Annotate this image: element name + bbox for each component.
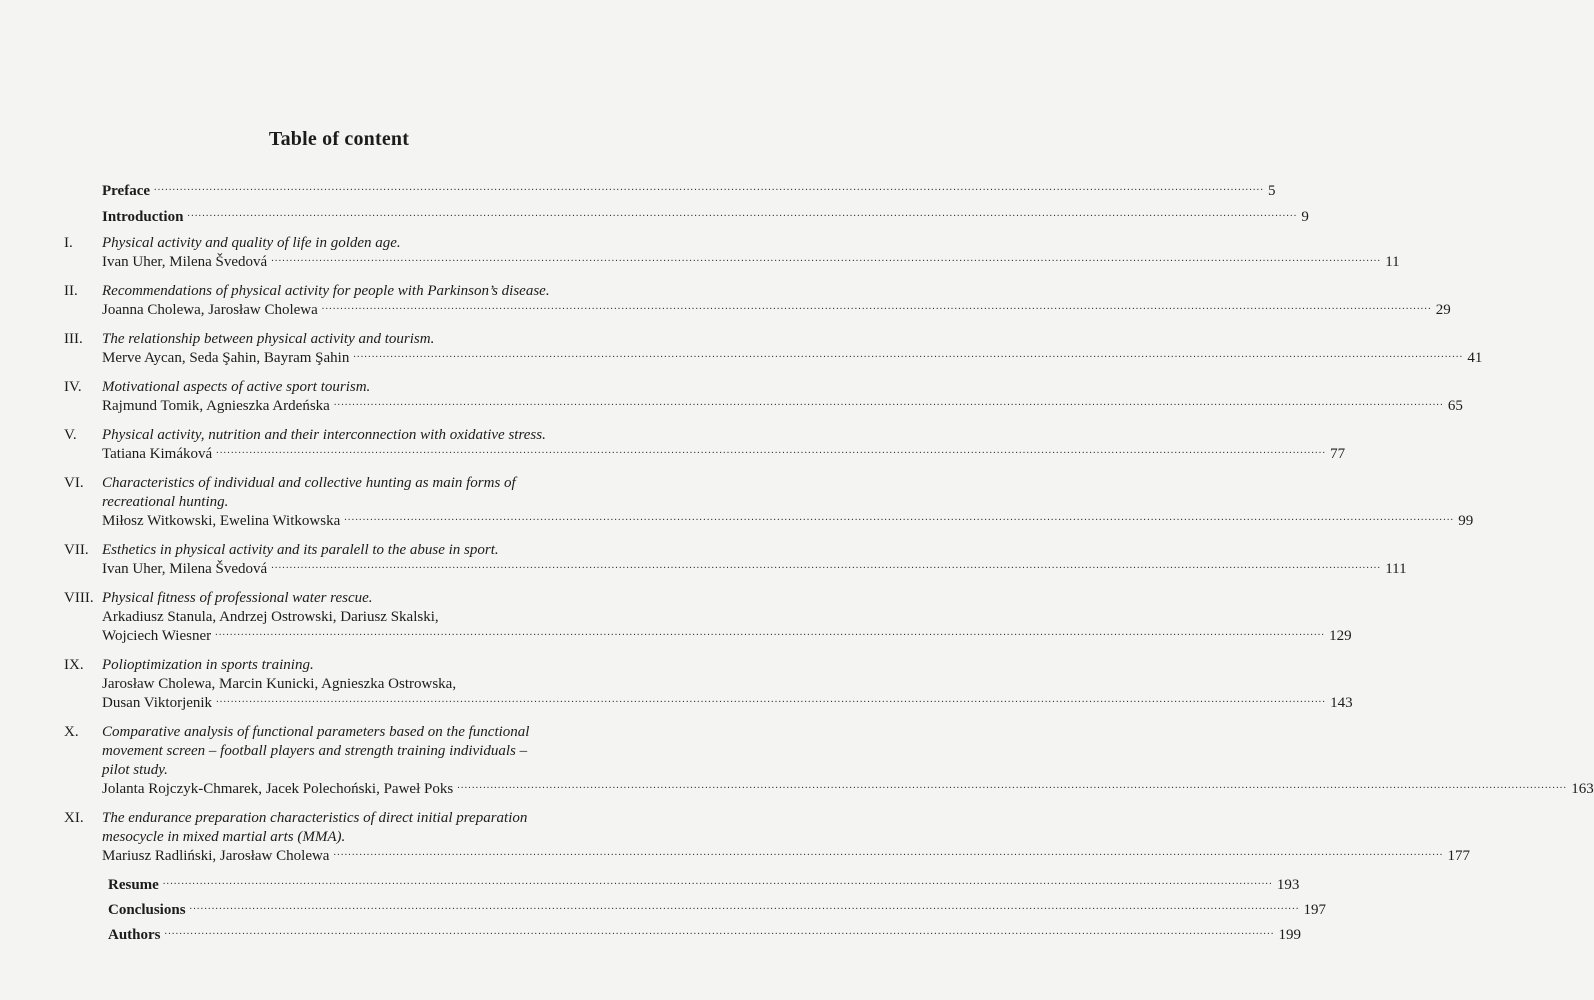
page-number: 65 [1447, 398, 1463, 414]
chapter-authors: Dusan Viktorjenik [102, 695, 213, 711]
chapter-title-line: Comparative analysis of functional parameters based on the functional [102, 724, 530, 740]
chapter-number: VII. [64, 542, 89, 558]
page-number: 77 [1330, 446, 1346, 462]
chapter-entry [64, 541, 1407, 579]
page-number: 11 [1385, 254, 1400, 270]
chapter-title-line: The endurance preparation characteristics of direct initial preparation [102, 810, 528, 826]
dot-leader: ............................................................................................................................................................................................................................................................................................................ [162, 876, 1273, 887]
dot-leader: ............................................................................................................................................................................................................................................................................................................ [215, 627, 1326, 638]
chapter-number: VI. [64, 475, 84, 491]
chapter-body [102, 589, 1352, 646]
dot-leader: ............................................................................................................................................................................................................................................................................................................ [271, 253, 1382, 264]
back-matter-entry [64, 876, 1300, 895]
dot-leader: ............................................................................................................................................................................................................................................................................................................ [333, 847, 1444, 858]
chapter-entry [64, 234, 1400, 272]
dot-leader: ............................................................................................................................................................................................................................................................................................................ [333, 397, 1444, 408]
chapter-authors: Joanna Cholewa, Jarosław Cholewa [102, 302, 318, 318]
chapter-body [102, 234, 1400, 272]
chapter-entry [64, 723, 1594, 799]
chapter-authors: Ivan Uher, Milena Švedová [102, 561, 268, 577]
front-matter-entry [64, 208, 1309, 227]
chapter-body [102, 282, 1451, 320]
chapter-number: V. [64, 427, 77, 443]
chapter-authors: Arkadiusz Stanula, Andrzej Ostrowski, Dariusz Skalski, [102, 609, 439, 625]
chapter-number: I. [64, 235, 73, 251]
dot-leader: ............................................................................................................................................................................................................................................................................................................ [154, 182, 1265, 193]
chapter-authors: Mariusz Radliński, Jarosław Cholewa [102, 848, 330, 864]
page-number: 143 [1330, 695, 1353, 711]
back-matter-label: Conclusions [108, 902, 186, 918]
chapter-title-line: Physical activity, nutrition and their interconnection with oxidative stress. [102, 427, 546, 443]
chapter-title-line: Motivational aspects of active sport tourism. [102, 379, 371, 395]
chapter-authors: Ivan Uher, Milena Švedová [102, 254, 268, 270]
page-number: 5 [1268, 183, 1276, 199]
page-number: 163 [1571, 781, 1594, 797]
page-number: 197 [1303, 902, 1327, 918]
dot-leader: ............................................................................................................................................................................................................................................................................................................ [457, 780, 1568, 791]
chapter-body [102, 541, 1407, 579]
dot-leader: ............................................................................................................................................................................................................................................................................................................ [216, 445, 1327, 456]
dot-leader: ............................................................................................................................................................................................................................................................................................................ [216, 694, 1327, 705]
chapter-title-line: Esthetics in physical activity and its paralell to the abuse in sport. [102, 542, 499, 558]
page-number: 9 [1301, 209, 1309, 225]
chapter-entry [64, 282, 1451, 320]
page-number: 177 [1447, 848, 1470, 864]
dot-leader: ............................................................................................................................................................................................................................................................................................................ [164, 926, 1275, 937]
chapter-authors: Jolanta Rojczyk-Chmarek, Jacek Polechoński, Paweł Poks [102, 781, 454, 797]
chapter-title-line: Physical activity and quality of life in golden age. [102, 235, 401, 251]
chapter-entry [64, 589, 1352, 646]
page-number: 199 [1278, 927, 1302, 943]
chapter-body [102, 330, 1482, 368]
dot-leader: ............................................................................................................................................................................................................................................................................................................ [321, 301, 1432, 312]
page-number: 29 [1435, 302, 1451, 318]
chapter-entry [64, 809, 1470, 866]
chapter-entry [64, 426, 1346, 464]
chapter-authors: Wojciech Wiesner [102, 628, 212, 644]
front-matter-entry [64, 182, 1276, 201]
page-number: 41 [1467, 350, 1483, 366]
dot-leader: ............................................................................................................................................................................................................................................................................................................ [189, 901, 1300, 912]
chapter-title-line: recreational hunting. [102, 494, 229, 510]
dot-leader: ............................................................................................................................................................................................................................................................................................................ [271, 560, 1382, 571]
chapter-body [102, 426, 1345, 464]
chapter-title-line: pilot study. [102, 762, 168, 778]
chapter-authors-row [102, 847, 1470, 866]
chapter-body [102, 809, 1470, 866]
chapter-authors-row [102, 560, 1407, 579]
chapter-authors-row [102, 627, 1352, 646]
chapter-entry [64, 474, 1474, 531]
chapter-entry [64, 656, 1353, 713]
chapter-title-line: movement screen – football players and strength training individuals – [102, 743, 528, 759]
page-number: 193 [1276, 877, 1300, 893]
chapter-number: II. [64, 283, 78, 299]
chapter-authors-row [102, 349, 1482, 368]
back-matter-entry [64, 901, 1327, 920]
chapter-title-line: mesocycle in mixed martial arts (MMA). [102, 829, 346, 845]
chapter-title-line: The relationship between physical activity and tourism. [102, 331, 435, 347]
chapter-title-line: Recommendations of physical activity for people with Parkinson’s disease. [102, 283, 550, 299]
front-matter-label: Preface [102, 183, 151, 199]
page-number: 111 [1385, 561, 1407, 577]
chapter-title-line: Characteristics of individual and collective hunting as main forms of [102, 475, 516, 491]
page-number: 99 [1458, 513, 1474, 529]
chapter-title-line: Polioptimization in sports training. [102, 657, 314, 673]
chapter-number: IX. [64, 657, 84, 673]
chapter-authors: Rajmund Tomik, Agnieszka Ardeńska [102, 398, 330, 414]
chapter-authors: Merve Aycan, Seda Şahin, Bayram Şahin [102, 350, 350, 366]
chapter-body [102, 474, 1473, 531]
chapter-authors-row [102, 301, 1451, 320]
dot-leader: ............................................................................................................................................................................................................................................................................................................ [344, 512, 1455, 523]
front-matter-label: Introduction [102, 209, 184, 225]
page-title: Table of content [268, 128, 410, 150]
dot-leader: ............................................................................................................................................................................................................................................................................................................ [353, 349, 1464, 360]
chapter-authors-row [102, 397, 1463, 416]
chapter-body [102, 723, 1594, 799]
chapter-authors: Tatiana Kimáková [102, 446, 213, 462]
chapter-authors-row [102, 253, 1400, 272]
page-number: 129 [1329, 628, 1352, 644]
back-matter-label: Resume [108, 877, 159, 893]
dot-leader: ............................................................................................................................................................................................................................................................................................................ [187, 208, 1298, 219]
chapter-entry [64, 330, 1483, 368]
chapter-number: VIII. [64, 590, 94, 606]
chapter-authors-row [102, 780, 1594, 799]
chapter-number: X. [64, 724, 79, 740]
chapter-authors-row [102, 512, 1473, 531]
chapter-body [102, 656, 1353, 713]
chapter-authors: Jarosław Cholewa, Marcin Kunicki, Agnieszka Ostrowska, [102, 676, 457, 692]
table-of-contents [64, 182, 1594, 951]
chapter-authors-row [102, 445, 1345, 464]
chapter-body [102, 378, 1463, 416]
back-matter-label: Authors [108, 927, 161, 943]
chapter-number: III. [64, 331, 83, 347]
chapter-authors-row [102, 694, 1353, 713]
chapter-number: IV. [64, 379, 82, 395]
chapter-entry [64, 378, 1463, 416]
chapter-number: XI. [64, 810, 84, 826]
chapter-title-line: Physical fitness of professional water rescue. [102, 590, 373, 606]
back-matter-entry [64, 926, 1302, 945]
chapter-authors: Miłosz Witkowski, Ewelina Witkowska [102, 513, 341, 529]
